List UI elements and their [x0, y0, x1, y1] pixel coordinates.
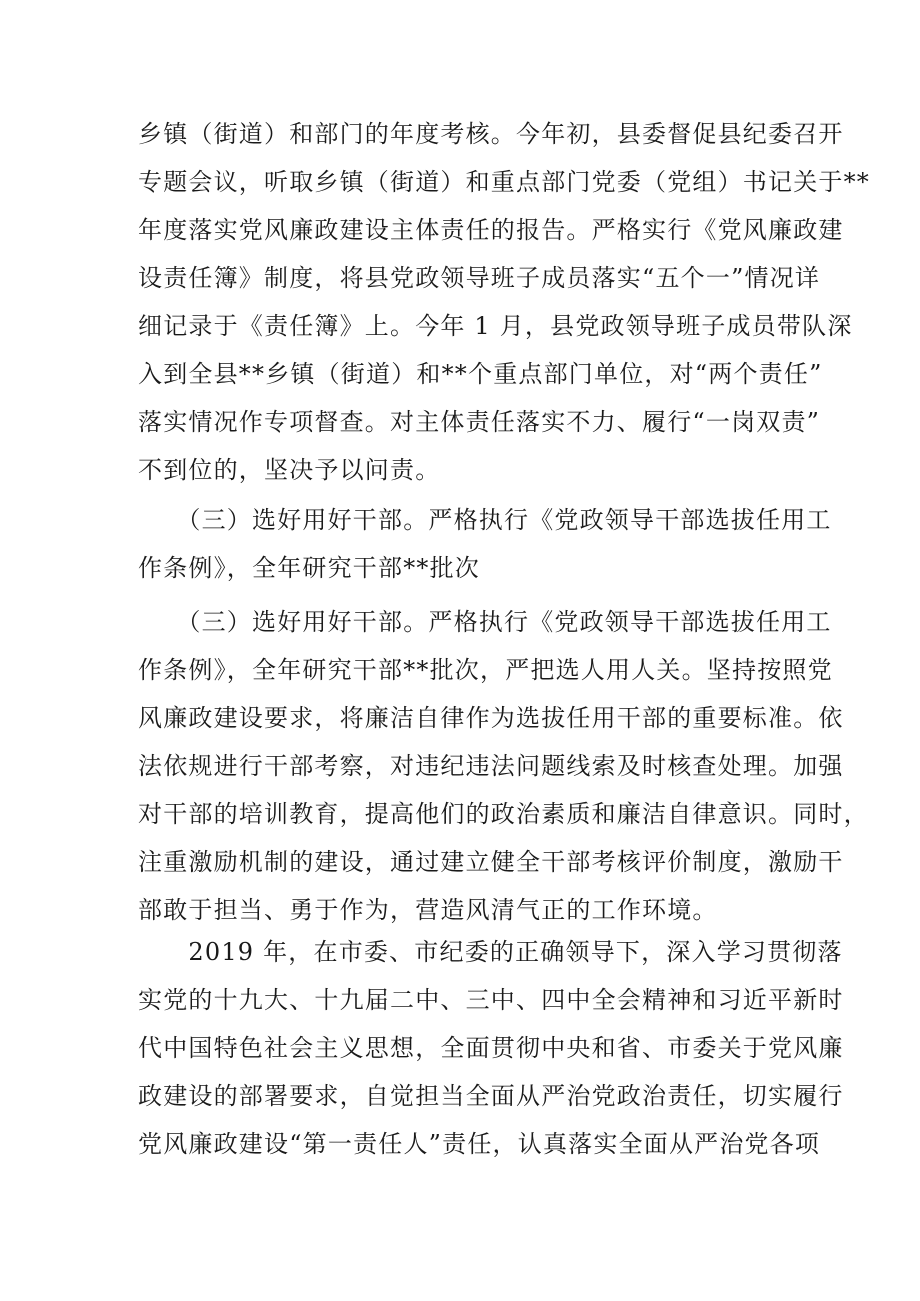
paragraph-cadre-selection: [138, 598, 869, 934]
text-line: 不到位的，坚决予以问责。: [138, 456, 441, 484]
text-line: 落实情况作专项督查。对主体责任落实不力、履行“一岗双责”: [138, 408, 821, 436]
text-line: 法依规进行干部考察，对违纪违法问题线索及时核查处理。加强: [138, 752, 844, 780]
text-line: 乡镇（街道）和部门的年度考核。今年初，县委督促县纪委召开: [138, 120, 844, 148]
text-line: （三）选好用好干部。严格执行《党政领导干部选拔任用工: [138, 608, 832, 636]
text-line: 作条例》，全年研究干部**批次: [138, 554, 480, 582]
text-line: 代中国特色社会主义思想，全面贯彻中央和省、市委关于党风廉: [138, 1034, 844, 1062]
text-line: 细记录于《责任簿》上。今年 1 月，县党政领导班子成员带队深: [138, 312, 853, 340]
text-line: 党风廉政建设“第一责任人”责任，认真落实全面从严治党各项: [138, 1130, 821, 1158]
text-line: 部敢于担当、勇于作为，营造风清气正的工作环境。: [138, 896, 718, 924]
text-line: 风廉政建设要求，将廉洁自律作为选拔任用干部的重要标准。依: [138, 704, 844, 732]
text-line: 对干部的培训教育，提高他们的政治素质和廉洁自律意识。同时，: [138, 800, 869, 828]
text-line: 注重激励机制的建设，通过建立健全干部考核评价制度，激励干: [138, 848, 844, 876]
text-line: 设责任簿》制度，将县党政领导班子成员落实“五个一”情况详: [138, 264, 821, 292]
text-line: 实党的十九大、十九届二中、三中、四中全会精神和习近平新时: [138, 986, 844, 1014]
text-line: 专题会议，听取乡镇（街道）和重点部门党委（党组）书记关于**: [138, 168, 870, 196]
text-line: 入到全县**乡镇（街道）和**个重点部门单位，对“两个责任”: [138, 360, 823, 388]
paragraph-2019-summary: [138, 928, 844, 1168]
text-line: 2019 年，在市委、市纪委的正确领导下，深入学习贯彻落: [138, 938, 843, 966]
text-line: （三）选好用好干部。严格执行《党政领导干部选拔任用工: [138, 506, 832, 534]
text-line: 作条例》，全年研究干部**批次，严把选人用人关。坚持按照党: [138, 656, 833, 684]
text-line: 年度落实党风廉政建设主体责任的报告。严格实行《党风廉政建: [138, 216, 844, 244]
paragraph-cadre-selection-fragment: [138, 496, 832, 592]
paragraph-responsibility-assessment: [138, 110, 870, 494]
text-line: 政建设的部署要求，自觉担当全面从严治党政治责任，切实履行: [138, 1082, 844, 1110]
